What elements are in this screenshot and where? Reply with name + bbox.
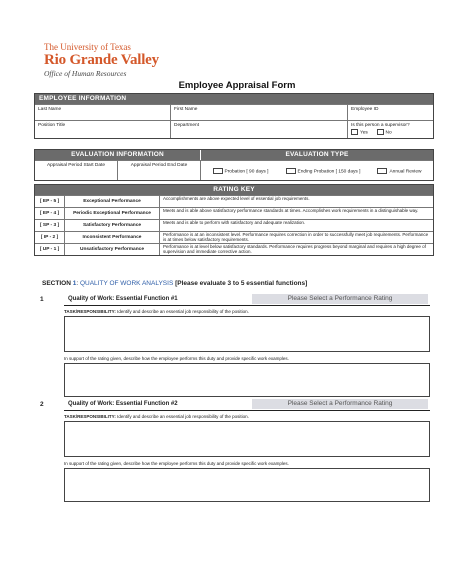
supervisor-yes-checkbox[interactable] — [351, 129, 358, 135]
rating-code: [ IP - 2 ] — [35, 232, 65, 243]
rating-code: [ UP - 1 ] — [35, 244, 65, 255]
supervisor-no-checkbox[interactable] — [377, 129, 384, 135]
rating-name: Satisfactory Performance — [65, 220, 160, 231]
department-field[interactable] — [170, 121, 347, 138]
section-label: SECTION — [42, 280, 71, 287]
task-label: TASK/RESPONSIBILITY: — [64, 309, 116, 314]
rating-key-row — [35, 195, 433, 207]
task-text: Identify and describe an essential job responsibility of the position. — [117, 414, 249, 419]
rating-code: [ EP - 5 ] — [35, 196, 65, 207]
rating-name: Unsatisfactory Performance — [65, 244, 160, 255]
rating-description: Accomplishments are above expected level of essential job requirements. — [163, 196, 310, 201]
employee-id-field[interactable] — [347, 105, 433, 120]
rating-key-row — [35, 219, 433, 231]
first-name-label: First Name — [174, 107, 198, 112]
function-1-title: Quality of Work: Essential Function #1 — [68, 296, 178, 302]
rating-code: [ EP - 4 ] — [35, 208, 65, 219]
rating-key-header: RATING KEY — [35, 185, 433, 195]
end-date-label: Appraisal Period End Date — [130, 163, 188, 168]
rating-name: Periodic Exceptional Performance — [65, 208, 160, 219]
rating-name: Inconsistent Performance — [65, 232, 160, 243]
supervisor-question — [347, 121, 433, 138]
section-name: QUALITY OF WORK ANALYSIS — [79, 280, 174, 287]
task-label: TASK/RESPONSIBILITY: — [64, 414, 116, 419]
task-text: Identify and describe an essential job responsibility of the position. — [117, 309, 249, 314]
supervisor-question-label: Is this person a supervisor? — [351, 123, 410, 128]
ending-probation-checkbox[interactable] — [286, 168, 296, 174]
end-date-field[interactable] — [117, 161, 200, 180]
function-2-support-box[interactable] — [64, 468, 430, 502]
department-label: Department — [174, 123, 200, 128]
function-2-number: 2 — [40, 401, 44, 408]
supervisor-yes-label: Yes — [360, 130, 368, 136]
start-date-label: Appraisal Period Start Date — [46, 163, 106, 168]
logo-university-text: The University of Texas — [44, 42, 131, 52]
rating-code: [ SP - 3 ] — [35, 220, 65, 231]
probation-label: Probation [ 90 days ] — [224, 169, 269, 175]
evaluation-table — [34, 149, 434, 181]
rating-description: Meets and is able above satisfactory performance standards at times. Accomplishes work requirements in a distinguishable way. — [163, 208, 419, 213]
function-2-title: Quality of Work: Essential Function #2 — [68, 401, 178, 407]
evaluation-info-header: EVALUATION INFORMATION — [35, 150, 200, 160]
rating-key-row — [35, 207, 433, 219]
section-note: [Please evaluate 3 to 5 essential functions] — [175, 280, 308, 287]
function-1-support-text: In support of the rating given, describe how the employee performs this duty and provide specific work examples. — [64, 356, 289, 361]
start-date-field[interactable] — [35, 161, 117, 180]
last-name-field[interactable] — [35, 105, 170, 120]
function-2-task-instructions — [64, 414, 249, 419]
employee-id-label: Employee ID — [351, 107, 379, 112]
logo-office-text: Office of Human Resources — [44, 69, 127, 78]
ending-probation-label: Ending Probation [ 150 days ] — [297, 169, 361, 175]
evaluation-type-header: EVALUATION TYPE — [200, 150, 433, 160]
function-1-support-box[interactable] — [64, 363, 430, 397]
supervisor-no-label: No — [385, 130, 392, 136]
function-2-rating-select[interactable]: Please Select a Performance Rating — [252, 399, 428, 409]
evaluation-type-options — [200, 161, 433, 180]
position-title-field[interactable] — [35, 121, 170, 138]
section-number: 1 — [72, 280, 77, 287]
university-logo — [44, 42, 184, 79]
logo-campus-text: Rio Grande Valley — [44, 52, 159, 68]
function-1-task-box[interactable] — [64, 316, 430, 352]
probation-checkbox[interactable] — [213, 168, 223, 174]
annual-review-checkbox[interactable] — [377, 168, 387, 174]
function-1-rating-select[interactable]: Please Select a Performance Rating — [252, 294, 428, 304]
position-title-label: Position Title — [38, 123, 66, 128]
function-1-task-instructions — [64, 309, 249, 314]
rating-name: Exceptional Performance — [65, 196, 160, 207]
employee-info-header: EMPLOYEE INFORMATION — [35, 94, 433, 104]
rating-description: Performance is at level below satisfactory standards. Performance requires progress beyond marginal and requires a high degree of supervision and immediate corrective action. — [163, 244, 426, 254]
section-1-heading: SECTION 1: QUALITY OF WORK ANALYSIS [Please evaluate 3 to 5 essential functions] — [42, 280, 308, 287]
rating-key-table — [34, 184, 434, 256]
function-2-task-box[interactable] — [64, 421, 430, 457]
first-name-field[interactable] — [170, 105, 347, 120]
function-2-support-text: In support of the rating given, describe how the employee performs this duty and provide specific work examples. — [64, 461, 289, 466]
function-1-divider — [64, 305, 430, 306]
employee-info-table — [34, 93, 434, 139]
last-name-label: Last Name — [38, 107, 62, 112]
function-2-divider — [64, 410, 430, 411]
rating-key-row — [35, 231, 433, 243]
rating-description: Meets and is able to perform with satisfactory and adequate realization. — [163, 220, 306, 225]
rating-description: Performance is at an inconsistent level. Performance requires correction in order to successfully meet job requirements. Performance is at times below satisfactory requirements. — [163, 232, 429, 242]
annual-review-label: Annual Review — [389, 169, 422, 175]
rating-key-row — [35, 243, 433, 255]
form-title: Employee Appraisal Form — [178, 80, 296, 91]
function-1-number: 1 — [40, 296, 44, 303]
